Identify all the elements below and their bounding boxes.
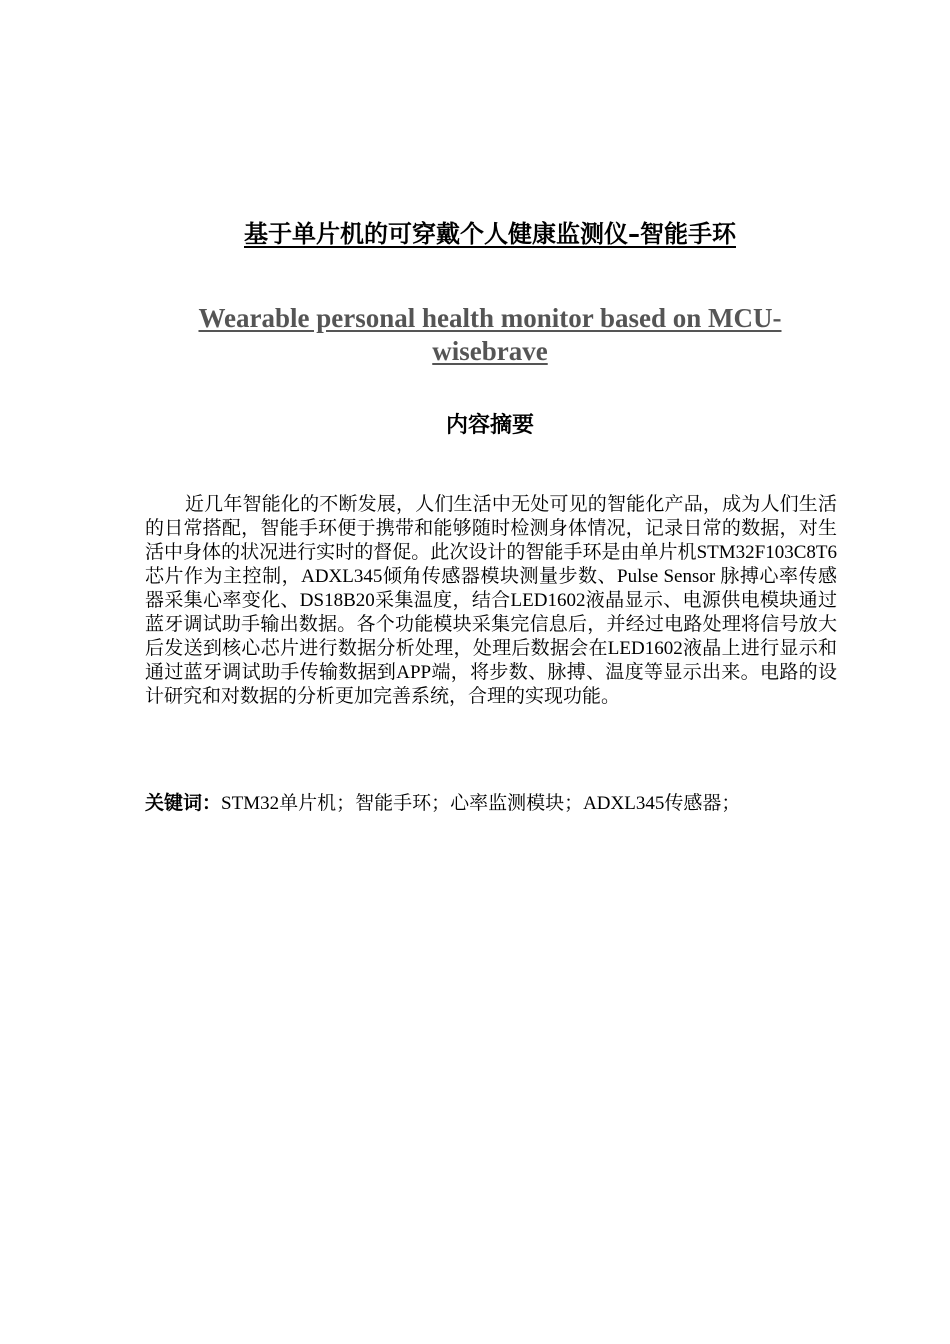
chinese-title: 基于单片机的可穿戴个人健康监测仪–智能手环 (244, 220, 736, 248)
keywords-line (145, 790, 845, 817)
keywords-label: 关键词： (145, 792, 222, 814)
english-title: Wearable personal health monitor based on MCU-wisebrave (198, 303, 782, 366)
abstract-heading: 内容摘要 (445, 413, 534, 438)
keywords-text: STM32单片机；智能手环；心率监测模块；ADXL345传感器； (221, 793, 741, 814)
abstract-body: 近几年智能化的不断发展，人们生活中无处可见的智能化产品，成为人们生活的日常搭配，智能手环便于携带和能够随时检测身体情况，记录日常的数据，对生活中身体的状况进行实时的督促。此次设计的智能手环是由单片机STM32F103C8T6芯片作为主控制，ADXL345倾角传感器模块测量步数、Pulse Sensor 脉搏心率传感器采集心率变化、DS18B20采集温度，结合LED1602液晶显示、电源供电模块通过蓝牙调试助手输出数据。各个功能模块采集完信息后，并经过电路处理将信号放大后发送到核心芯片进行数据分析处理，处理后数据会在LED1602液晶上进行显示和通过蓝牙调试助手传输数据到APP端，将步数、脉搏、温度等显示出来。电路的设计研究和对数据的分析更加完善系统，合理的实现功能。 (145, 494, 837, 707)
